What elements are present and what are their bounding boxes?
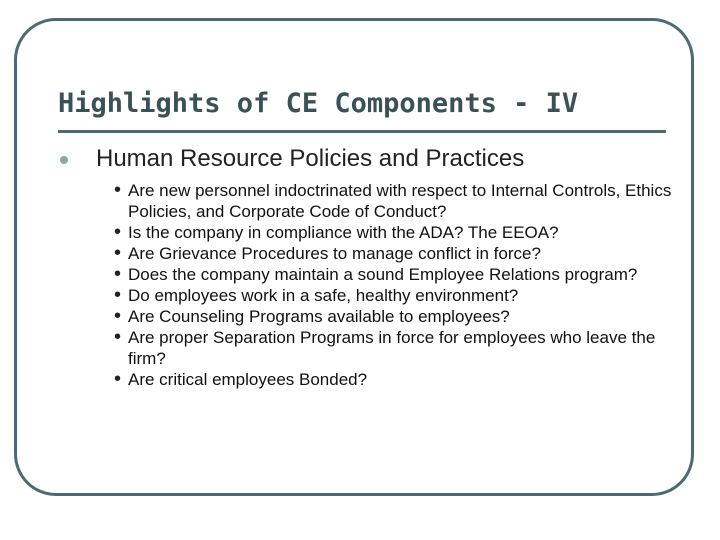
bullet-dot-icon: • <box>114 179 122 201</box>
bullet-dot-icon: • <box>114 326 122 348</box>
list-item <box>114 327 674 369</box>
bullet-dot-icon: • <box>114 263 122 285</box>
list-item <box>114 222 674 243</box>
list-item-text: Are critical employees Bonded? <box>128 370 368 389</box>
list-item-text: Does the company maintain a sound Employee Relations program? <box>128 265 638 284</box>
bullet-dot-icon: • <box>114 221 122 243</box>
bullet-dot-icon: • <box>114 284 122 306</box>
list-item <box>114 369 674 390</box>
list-item-text: Are proper Separation Programs in force for employees who leave the firm? <box>128 328 656 368</box>
list-item-text: Do employees work in a safe, healthy environment? <box>128 286 519 305</box>
list-item-text: Is the company in compliance with the ADA? The EEOA? <box>128 223 559 242</box>
section-heading: Human Resource Policies and Practices <box>96 145 525 172</box>
list-item <box>114 180 674 222</box>
list-item <box>114 285 674 306</box>
list-item-text: Are Grievance Procedures to manage conflict in force? <box>128 244 541 263</box>
question-list <box>114 180 674 390</box>
bullet-dot-icon: • <box>114 305 122 327</box>
bullet-dot-icon: • <box>114 242 122 264</box>
list-item-text: Are Counseling Programs available to employees? <box>128 307 510 326</box>
list-item-text: Are new personnel indoctrinated with respect to Internal Controls, Ethics Policies, and Corporate Code of Conduct? <box>128 181 672 221</box>
bullet-icon <box>60 156 68 164</box>
bullet-dot-icon: • <box>114 368 122 390</box>
title-divider <box>58 130 666 133</box>
list-item <box>114 306 674 327</box>
slide-title: Highlights of CE Components - IV <box>58 88 579 119</box>
list-item <box>114 264 674 285</box>
list-item <box>114 243 674 264</box>
